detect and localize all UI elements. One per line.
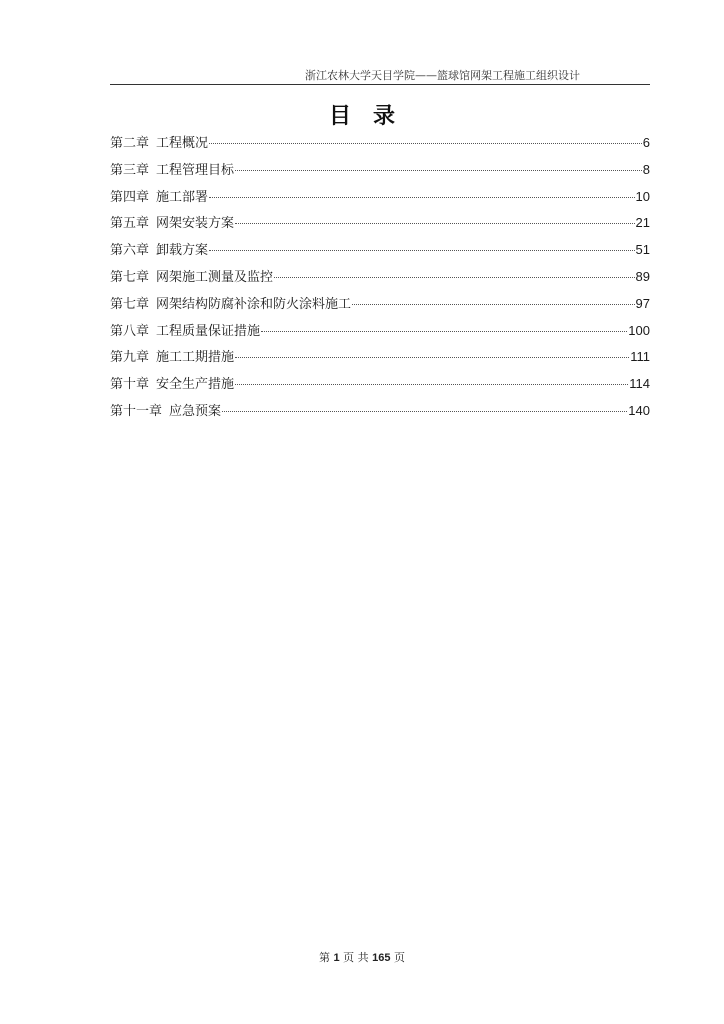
- toc-chapter-name: 安全生产措施: [156, 377, 235, 393]
- toc-dot-leader: [235, 209, 635, 224]
- toc-dot-leader: [209, 236, 635, 251]
- toc-entry[interactable]: [110, 371, 650, 398]
- toc-dot-leader: [235, 370, 628, 385]
- table-of-contents: [110, 130, 650, 425]
- page-header: [110, 64, 650, 85]
- toc-dot-leader: [222, 397, 627, 412]
- toc-page-number: 111: [630, 349, 650, 365]
- toc-page-number: 114: [629, 376, 650, 392]
- toc-chapter-number: 第三章: [110, 162, 150, 178]
- toc-entry[interactable]: [110, 157, 650, 184]
- toc-entry[interactable]: [110, 318, 650, 345]
- toc-chapter-name: 应急预案: [169, 403, 222, 419]
- toc-chapter-number: 第六章: [110, 243, 150, 259]
- toc-chapter-number: 第九章: [110, 350, 150, 366]
- toc-chapter-name: 卸载方案: [156, 243, 209, 259]
- toc-page-number: 10: [635, 188, 650, 204]
- toc-entry[interactable]: [110, 237, 650, 264]
- toc-entry[interactable]: [110, 264, 650, 291]
- toc-dot-leader: [352, 290, 635, 305]
- toc-chapter-name: 网架施工测量及监控: [156, 269, 274, 285]
- toc-chapter-name: 施工部署: [156, 189, 209, 205]
- toc-page-number: 6: [642, 135, 650, 150]
- page-footer: [0, 949, 724, 965]
- toc-page-number: 51: [635, 242, 650, 258]
- current-page-number: 1: [333, 952, 340, 964]
- footer-suffix: 页: [393, 951, 405, 964]
- toc-page-number: 97: [635, 295, 650, 311]
- toc-entry[interactable]: [110, 398, 650, 425]
- toc-chapter-number: 第七章: [110, 296, 150, 312]
- toc-chapter-number: 第五章: [110, 216, 150, 232]
- toc-entry[interactable]: [110, 210, 650, 237]
- toc-title: 目录: [328, 103, 417, 129]
- toc-chapter-number: 第四章: [110, 189, 150, 205]
- toc-chapter-number: 第七章: [110, 269, 150, 285]
- toc-chapter-name: 工程概况: [156, 136, 209, 151]
- toc-entry[interactable]: [110, 291, 650, 318]
- toc-page-number: 21: [635, 215, 650, 231]
- footer-middle: 页 共: [343, 951, 369, 964]
- toc-dot-leader: [209, 183, 635, 198]
- toc-entry[interactable]: [110, 130, 650, 157]
- toc-page-number: 8: [642, 161, 650, 177]
- toc-page-number: 100: [628, 322, 650, 338]
- toc-chapter-number: 第八章: [110, 323, 150, 339]
- document-header-title: 浙江农林大学天目学院——篮球馆网架工程施工组织设计: [305, 69, 580, 82]
- toc-chapter-name: 施工工期措施: [156, 350, 235, 366]
- toc-chapter-name: 网架安装方案: [156, 216, 235, 232]
- toc-chapter-number: 第十一章: [110, 403, 163, 419]
- toc-chapter-name: 工程质量保证措施: [156, 323, 261, 339]
- toc-dot-leader: [209, 129, 642, 144]
- toc-dot-leader: [235, 343, 629, 358]
- toc-chapter-name: 工程管理目标: [156, 162, 235, 178]
- toc-entry[interactable]: [110, 344, 650, 371]
- toc-chapter-number: 第十章: [110, 377, 150, 393]
- toc-page-number: 140: [628, 402, 650, 418]
- total-pages-number: 165: [372, 952, 391, 964]
- toc-page-number: 89: [635, 268, 650, 284]
- toc-chapter-number: 第二章: [110, 136, 150, 151]
- toc-dot-leader: [235, 156, 642, 171]
- toc-dot-leader: [261, 317, 627, 332]
- toc-chapter-name: 网架结构防腐补涂和防火涂料施工: [156, 296, 352, 312]
- toc-entry[interactable]: [110, 184, 650, 211]
- footer-prefix: 第: [319, 951, 330, 964]
- toc-dot-leader: [274, 263, 635, 278]
